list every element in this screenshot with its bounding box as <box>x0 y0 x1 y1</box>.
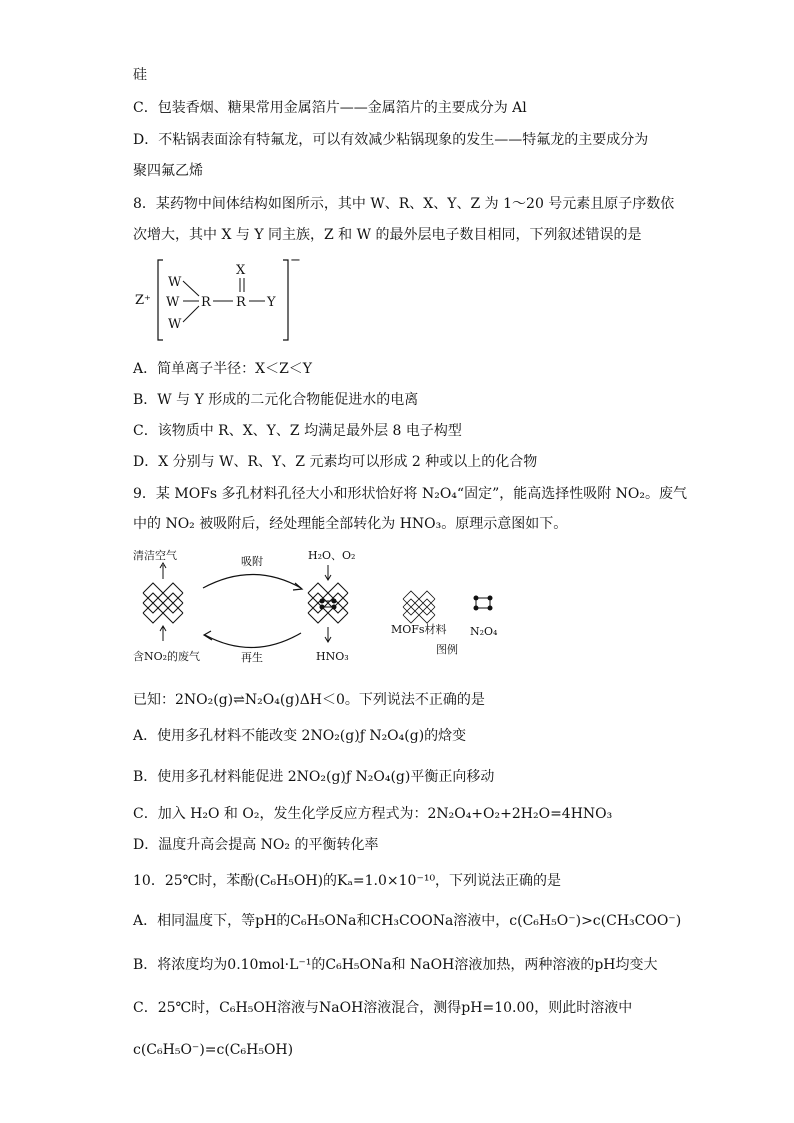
adsorb-label: 吸附 <box>241 555 263 568</box>
option-c-continued: c(C₆H₅O⁻)=c(C₆H₅OH) <box>133 1042 294 1058</box>
regenerate-label: 再生 <box>241 651 263 664</box>
left-bracket <box>158 260 163 340</box>
question-9-stem: 中的 NO₂ 被吸附后，经处理能全部转化为 HNO₃。原理示意图如下。 <box>133 516 568 532</box>
anion-charge: − <box>290 256 301 268</box>
bond <box>183 306 199 322</box>
question-8-stem: 8．某药物中间体结构如图所示，其中 W、R、X、Y、Z 为 1～20 号元素且原子序数依 <box>133 196 675 212</box>
arrow-head <box>204 631 212 640</box>
waste-gas-label: 含NO₂的废气 <box>133 650 201 663</box>
option-a: A．简单离子半径：X＜Z＜Y <box>133 361 313 377</box>
legend-n2o4-icon <box>474 596 493 611</box>
option-c: C．加入 H₂O 和 O₂，发生化学反应方程式为：2N₂O₄+O₂+2H₂O=4HNO₃ <box>133 806 613 822</box>
legend-n2o4-label: N₂O₄ <box>470 625 498 638</box>
hno3-label: HNO₃ <box>316 650 349 663</box>
option-b: B．将浓度均为0.10mol·L⁻¹的C₆H₅ONa和 NaOH溶液加热，两种溶液的pH均变大 <box>133 957 658 973</box>
atom-w: W <box>166 295 180 310</box>
cation-label: Z⁺ <box>135 293 151 308</box>
option-a: A．相同温度下，等pH的C₆H₅ONa和CH₃COONa溶液中，c(C₆H₅O⁻)>c(CH₃COO⁻) <box>133 913 682 929</box>
h2o-o2-label: H₂O、O₂ <box>308 549 356 562</box>
atom-y: Y <box>267 295 276 310</box>
option-b: B．使用多孔材料能促进 2NO₂(g)ƒ N₂O₄(g)平衡正向移动 <box>133 769 495 785</box>
atom-r: R <box>236 295 246 310</box>
given-condition: 已知：2NO₂(g)⇌N₂O₄(g)ΔH＜0。下列说法不正确的是 <box>133 692 485 708</box>
option-c: C．25℃时，C₆H₅OH溶液与NaOH溶液混合，测得pH=10.00，则此时溶液中 <box>133 1000 633 1016</box>
option-c: C．该物质中 R、X、Y、Z 均满足最外层 8 电子构型 <box>133 423 462 439</box>
question-10-stem: 10．25℃时，苯酚(C₆H₅OH)的Kₐ=1.0×10⁻¹⁰，下列说法正确的是 <box>133 873 562 889</box>
molecule-structure-diagram <box>133 256 303 346</box>
atom-x: X <box>236 263 246 278</box>
atom-w: W <box>168 275 182 290</box>
question-8-stem: 次增大，其中 X 与 Y 同主族，Z 和 W 的最外层电子数目相同，下列叙述错误的是 <box>133 227 642 243</box>
text-line: 硅 <box>133 67 147 83</box>
bond <box>183 281 199 296</box>
option-d: D．X 分别与 W、R、Y、Z 元素均可以形成 2 种或以上的化合物 <box>133 454 538 470</box>
regenerate-arrow <box>205 633 301 648</box>
text-line: D．不粘锅表面涂有特氟龙，可以有效减少粘锅现象的发生——特氟龙的主要成分为 <box>133 132 649 148</box>
legend-mof-label: MOFs材料 <box>391 623 447 636</box>
text-line: C．包装香烟、糖果常用金属箔片——金属箔片的主要成分为 Al <box>133 100 527 116</box>
option-d: D．温度升高会提高 NO₂ 的平衡转化率 <box>133 837 379 853</box>
option-b: B．W 与 Y 形成的二元化合物能促进水的电离 <box>133 392 419 408</box>
option-a: A．使用多孔材料不能改变 2NO₂(g)ƒ N₂O₄(g)的焓变 <box>133 728 467 744</box>
mof-material-icon <box>143 583 183 623</box>
legend-mof-icon <box>403 591 435 623</box>
adsorb-arrow <box>203 575 301 589</box>
atom-r: R <box>201 295 211 310</box>
text-line: 聚四氟乙烯 <box>133 163 203 179</box>
legend-title: 图例 <box>436 643 458 656</box>
question-9-stem: 9．某 MOFs 多孔材料孔径大小和形状恰好将 N₂O₄“固定”，能高选择性吸附 NO₂。废气 <box>133 486 688 502</box>
atom-w: W <box>168 317 182 332</box>
adsorption-scheme-diagram <box>133 543 513 678</box>
right-bracket <box>283 260 288 340</box>
mof-with-n2o4-icon <box>308 583 348 623</box>
clean-air-label: 清洁空气 <box>133 549 177 562</box>
